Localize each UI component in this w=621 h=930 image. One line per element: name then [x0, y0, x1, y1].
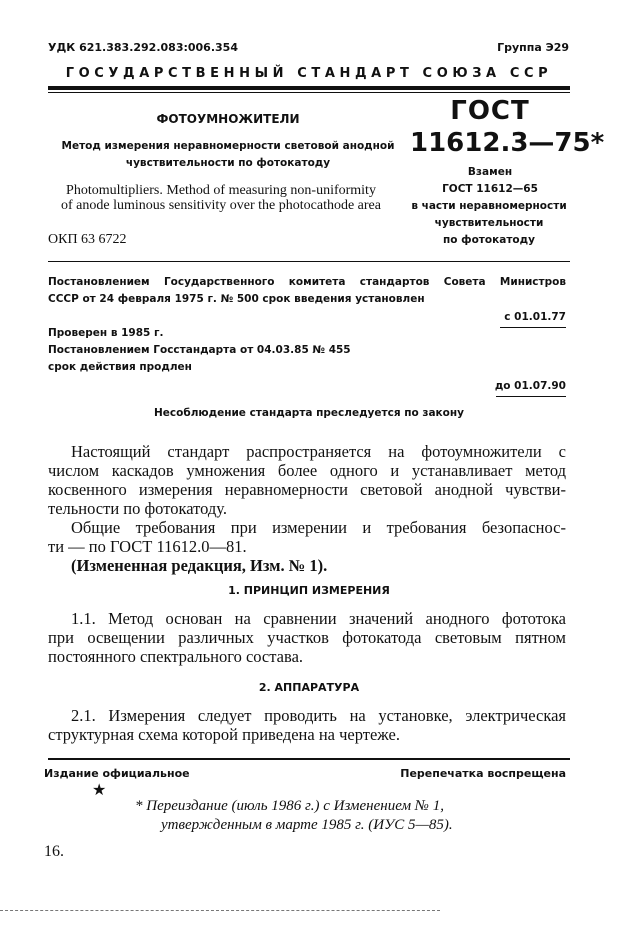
document-title: ФОТОУМНОЖИТЕЛИ [156, 112, 300, 126]
intro-line2: числом каскадов умножения более одного и устанавливает метод [48, 461, 566, 480]
gost-number: 11612.3—75* [410, 128, 605, 158]
okp-code: ОКП 63 6722 [48, 232, 127, 247]
replaces-note-line2: чувствительности [434, 217, 544, 229]
legal-notice: Несоблюдение стандарта преследуется по закону [154, 407, 464, 419]
validity-date: до 01.07.90 [494, 380, 566, 392]
requirements-line1: Общие требования при измерении и требования безопаснос- [71, 518, 566, 537]
checked-year: Проверен в 1985 г. [48, 327, 164, 339]
section1-line2: при освещении различных участков фотокатода световым пятном [48, 628, 566, 647]
decree-line1: Постановлением Государственного комитета стандартов Совета Министров [48, 276, 566, 288]
section1-heading: 1. ПРИНЦИП ИЗМЕРЕНИЯ [228, 584, 390, 597]
section1-line3: постоянного спектрального состава. [48, 647, 304, 666]
official-edition: Издание официальное [44, 767, 190, 780]
reissue-note-line2: утвержденным в марте 1985 г. (ИУС 5—85). [161, 817, 453, 833]
reprint-prohibited: Перепечатка воспрещена [400, 767, 566, 780]
group-code: Группа Э29 [497, 41, 569, 54]
revision-note: (Измененная редакция, Изм. № 1). [71, 556, 328, 575]
gost-label: ГОСТ [450, 96, 530, 126]
intro-line3: косвенного измерения неравномерности световой анодной чувстви- [48, 480, 566, 499]
replaces-standard: ГОСТ 11612—65 [442, 183, 538, 195]
header-thin-rule [48, 92, 570, 93]
udc-code: УДК 621.383.292.083:006.354 [48, 41, 238, 54]
decree-line4: срок действия продлен [48, 361, 192, 373]
replaces-note-line1: в части неравномерности [411, 200, 567, 212]
english-title-line1: Photomultipliers. Method of measuring non-uniformity [66, 183, 376, 198]
validity-date-rule [496, 396, 566, 397]
header-thick-rule [48, 86, 570, 90]
section2-line1: 2.1. Измерения следует проводить на установке, электрическая [71, 706, 566, 725]
requirements-line2: ти — по ГОСТ 11612.0—81. [48, 537, 247, 556]
intro-line1: Настоящий стандарт распространяется на фотоумножители с [71, 442, 566, 461]
effective-date: с 01.01.77 [504, 311, 566, 323]
english-title-line2: of anode luminous sensitivity over the photocathode area [61, 198, 381, 213]
intro-line4: тельности по фотокатоду. [48, 499, 227, 518]
section1-line1: 1.1. Метод основан на сравнении значений анодного фототока [71, 609, 566, 628]
scan-artifact-line [0, 910, 440, 911]
effective-date-rule [500, 327, 566, 328]
decree-line2: СССР от 24 февраля 1975 г. № 500 срок введения установлен [48, 293, 425, 305]
section2-line2: структурная схема которой приведена на чертеже. [48, 725, 400, 744]
document-subtitle-line2: чувствительности по фотокатоду [125, 157, 331, 169]
section2-heading: 2. АППАРАТУРА [258, 681, 360, 694]
replaces-note-line3: по фотокатоду [443, 234, 535, 246]
star-icon: ★ [92, 780, 107, 799]
replaces-label: Взамен [467, 166, 513, 178]
page-number: 16. [44, 843, 64, 860]
decree-line3: Постановлением Госстандарта от 04.03.85 № 455 [48, 344, 351, 356]
footer-rule [48, 758, 570, 760]
title-block-rule [48, 261, 570, 262]
reissue-note-line1: * Переиздание (июль 1986 г.) с Изменением № 1, [135, 798, 444, 814]
state-standard-banner: ГОСУДАРСТВЕННЫЙ СТАНДАРТ СОЮЗА ССР [65, 66, 553, 81]
document-subtitle-line1: Метод измерения неравномерности световой анодной [61, 140, 395, 152]
